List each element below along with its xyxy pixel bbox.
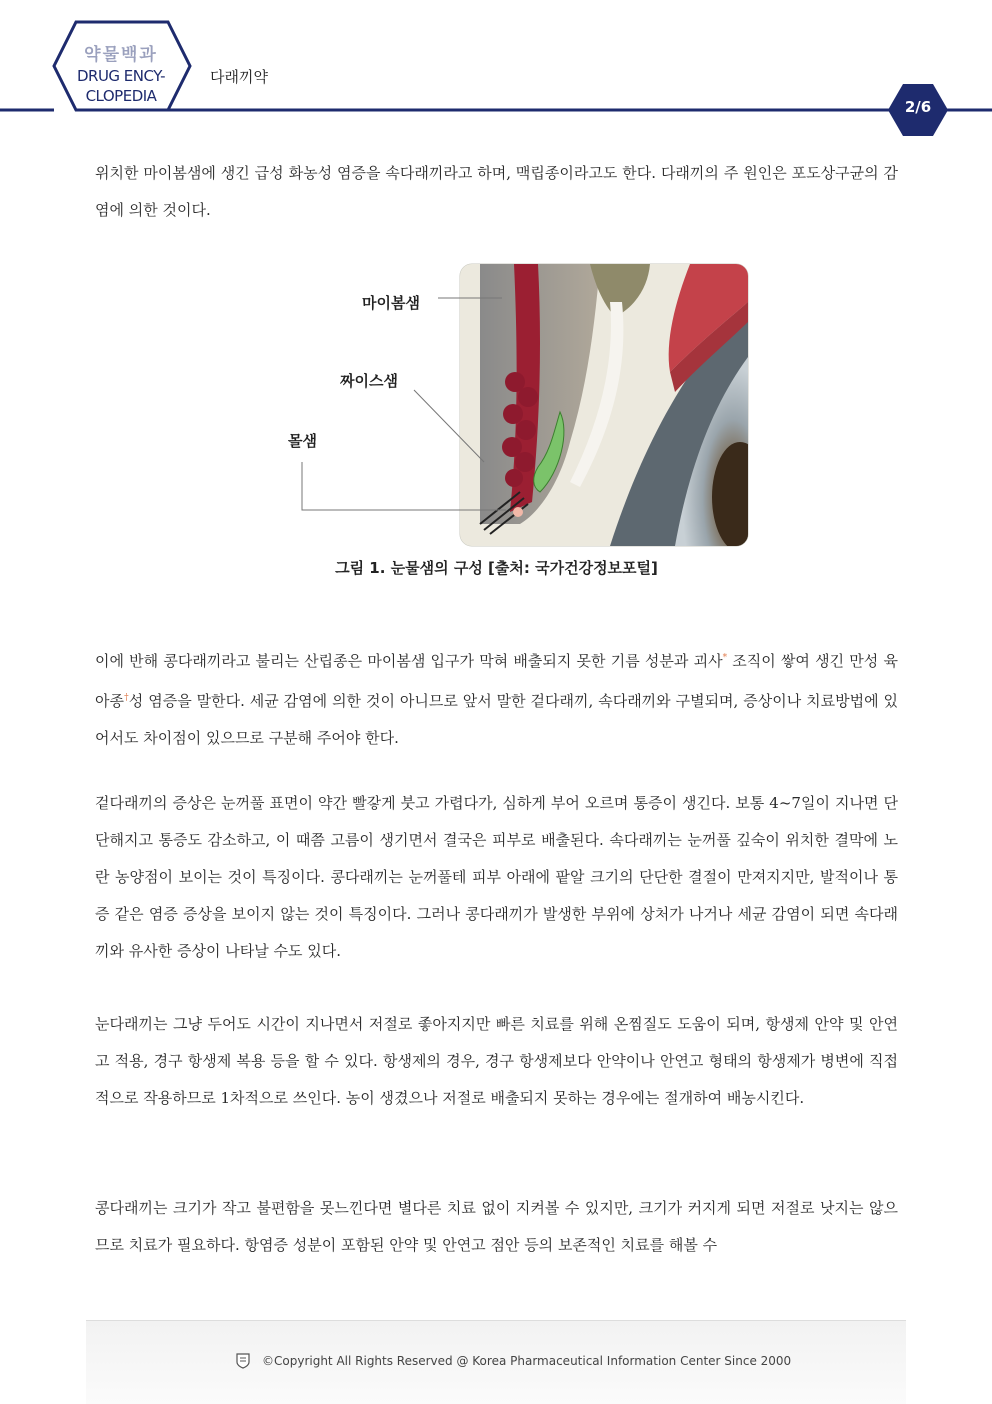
document-title: 다래끼약 [210,68,268,86]
figure-caption: 그림 1. 눈물샘의 구성 [출처: 국가건강정보포털] [335,559,658,577]
paragraph-4: 눈다래끼는 그냥 두어도 시간이 지나면서 저절로 좋아지지만 빠른 치료를 위해 온찜질도 도움이 되며, 항생제 안약 및 안연고 적용, 경구 항생제 복용 등을 할 수 있다. 항생제의 경우, 경구 항생제보다 안약이나 안연고 형태의 항생제가 병변에 직접적으로 작용하므로 1차적으로 쓰인다. 농이 생겼으나 저절로 배출되지 못하는 경우에는 절개하여 배농시킨다. [95,1015,898,1107]
eyelid-gland-figure [270,262,760,552]
shield-emblem-icon [236,1353,250,1369]
label-meibomian-gland: 마이봄샘 [362,294,420,312]
footnote-mark-granuloma: † [123,693,129,703]
logo-english-line1: DRUG ENCY- [76,67,166,85]
footnote-mark-necrosis: * [722,653,728,663]
paragraph-5: 콩다래끼는 크기가 작고 불편함을 못느낀다면 별다른 치료 없이 지켜볼 수 있지만, 크기가 커지게 되면 저절로 낫지는 않으므로 치료가 필요하다. 항염증 성분이 포함된 안약 및 안연고 점안 등의 보존적인 치료를 해볼 수 [95,1199,898,1254]
page-number: 2/6 [904,98,932,116]
page-footer [86,1320,906,1404]
paragraph-3: 겉다래끼의 증상은 눈꺼풀 표면이 약간 빨갛게 붓고 가렵다가, 심하게 부어 오르며 통증이 생긴다. 보통 4~7일이 지나면 단단해지고 통증도 감소하고, 이 때쯤 고름이 생기면서 결국은 피부로 배출된다. 속다래끼는 눈꺼풀 깊숙이 위치한 결막에 노란 농양점이 보이는 것이 특징이다. 콩다래끼는 눈꺼풀테 피부 아래에 팥알 크기의 단단한 결절이 만져지지만, 발적이나 통증 같은 염증 증상을 보이지 않는 것이 특징이다. 그러나 콩다래끼가 발생한 부위에 상처가 나거나 세균 감염이 되면 속다래끼와 유사한 증상이 나타날 수도 있다. [95,794,898,960]
eyelid-illustration [270,262,760,552]
logo-korean: 약물백과 [84,45,158,65]
paragraph-2-part-2: 조직이 쌓여 생긴 만성 육아종 [95,652,898,710]
label-moll-gland: 몰샘 [288,432,317,450]
copyright-text: ©Copyright All Rights Reserved @ Korea Pharmaceutical Information Center Since 2000 [262,1354,792,1368]
paragraph-2 [95,640,898,757]
paragraph-2-part-3: 성 염증을 말한다. 세균 감염에 의한 것이 아니므로 앞서 말한 겉다래끼, 속다래끼와 구별되며, 증상이나 치료방법에 있어서도 차이점이 있으므로 구분해 주어야 한다. [95,692,898,747]
logo-english-line2: CLOPEDIA [85,87,157,105]
logo [56,40,186,105]
paragraph-1: 위치한 마이봄샘에 생긴 급성 화농성 염증을 속다래끼라고 하며, 맥립종이라고도 한다. 다래끼의 주 원인은 포도상구균의 감염에 의한 것이다. [95,164,898,219]
paragraph-2-part-1: 이에 반해 콩다래끼라고 불리는 산립종은 마이봄샘 입구가 막혀 배출되지 못한 기름 성분과 괴사 [95,652,723,670]
label-zeis-gland: 짜이스샘 [340,372,398,390]
page-header [0,0,992,140]
